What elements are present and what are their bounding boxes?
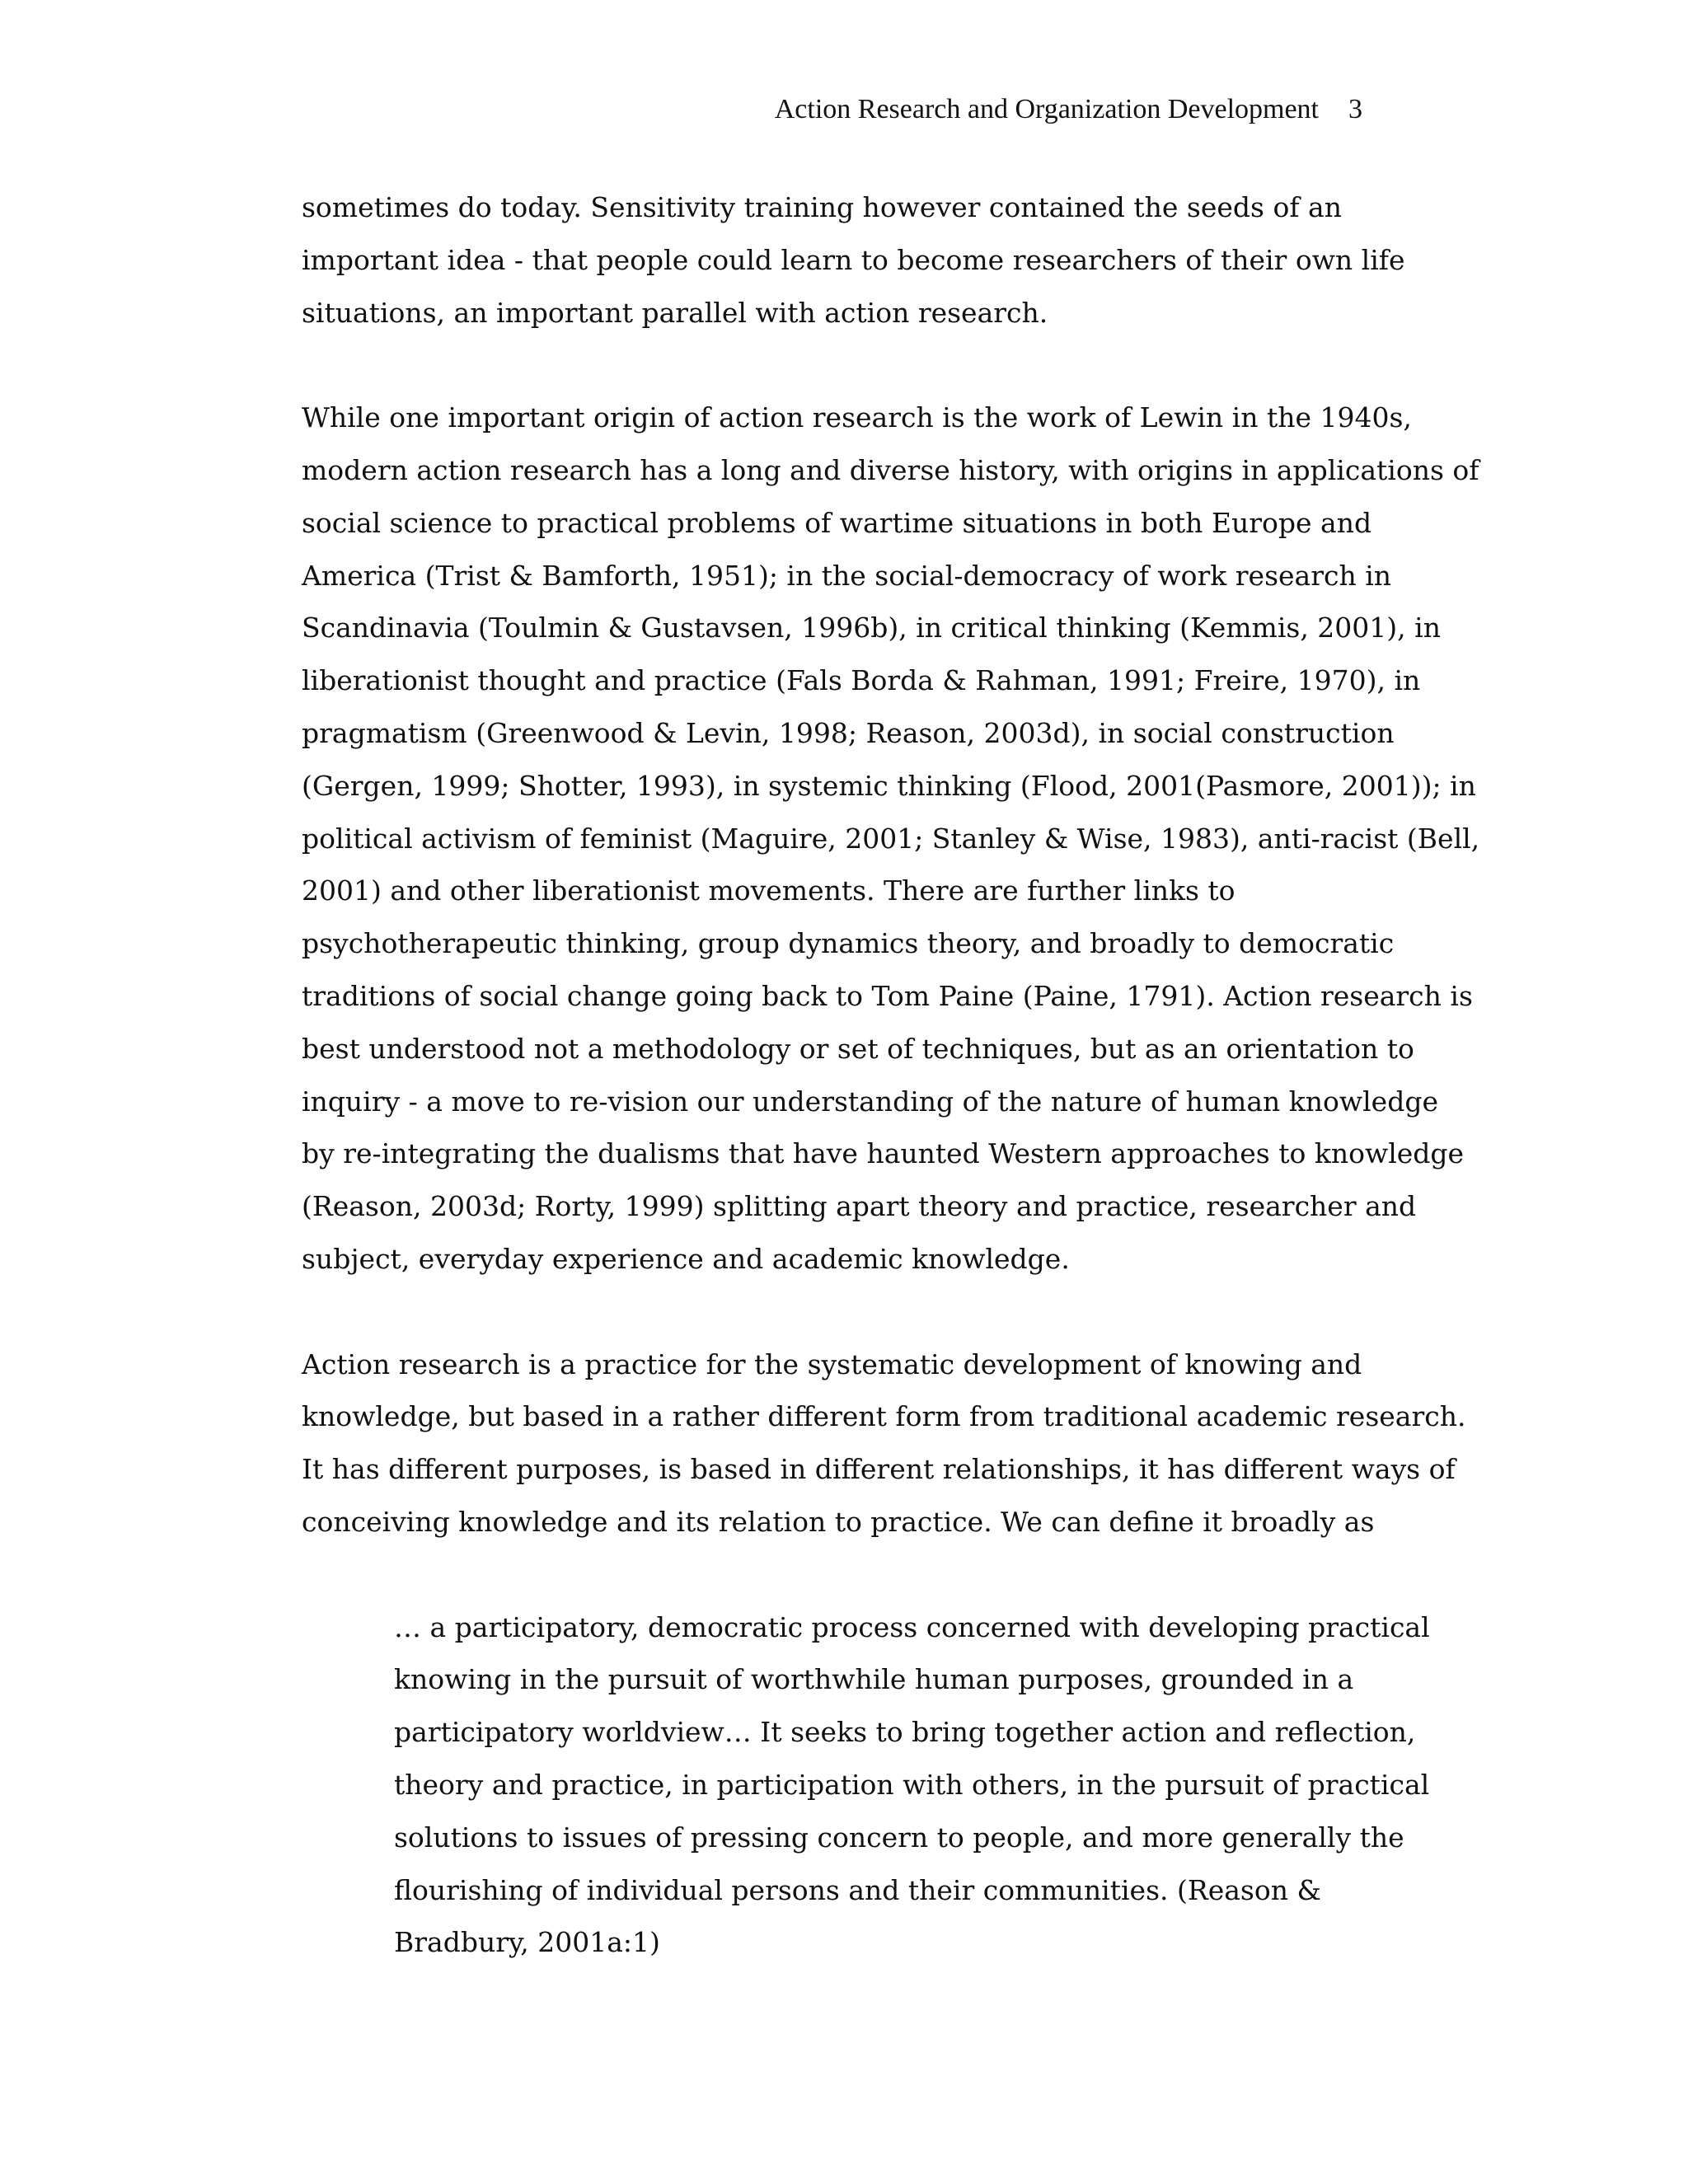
paragraph-spacer	[302, 1286, 1381, 1338]
text-line: subject, everyday experience and academic knowledge.	[302, 1242, 1070, 1275]
text-line: modern action research has a long and diverse history, with origins in applications of	[302, 453, 1479, 486]
quote-line: participatory worldview… It seeks to bring together action and reflection,	[394, 1716, 1416, 1749]
text-line: Action research is a practice for the systematic development of knowing and	[302, 1347, 1362, 1380]
block-quote-definition	[394, 1601, 1430, 1970]
text-line: best understood not a methodology or set of techniques, but as an orientation to	[302, 1032, 1414, 1065]
paragraph-definition-intro	[302, 1338, 1466, 1549]
paragraph-spacer	[302, 1549, 1381, 1601]
text-line: sometimes do today. Sensitivity training however contained the seeds of an	[302, 191, 1342, 223]
text-line: situations, an important parallel with action research.	[302, 296, 1048, 329]
running-title: Action Research and Organization Development	[774, 94, 1319, 124]
text-line: 2001) and other liberationist movements. There are further links to	[302, 874, 1236, 907]
quote-line: solutions to issues of pressing concern to people, and more generally the	[394, 1821, 1404, 1854]
text-line: inquiry - a move to re-vision our understanding of the nature of human knowledge	[302, 1085, 1438, 1118]
quote-line: flourishing of individual persons and their communities. (Reason &	[394, 1873, 1321, 1906]
paragraph-sensitivity-training	[302, 181, 1405, 339]
quote-line: … a participatory, democratic process concerned with developing practical	[394, 1610, 1430, 1643]
text-line: (Reason, 2003d; Rorty, 1999) splitting apart theory and practice, researcher and	[302, 1190, 1417, 1223]
quote-line: Bradbury, 2001a:1)	[394, 1926, 660, 1959]
running-header	[775, 89, 1362, 130]
text-line: liberationist thought and practice (Fals Borda & Rahman, 1991; Freire, 1970), in	[302, 664, 1421, 697]
document-body	[302, 181, 1480, 1969]
page-number: 3	[1348, 94, 1362, 124]
text-line: (Gergen, 1999; Shotter, 1993), in systemic thinking (Flood, 2001(Pasmore, 2001)); in	[302, 769, 1476, 802]
text-line: by re-integrating the dualisms that have haunted Western approaches to knowledge	[302, 1137, 1465, 1170]
quote-line: knowing in the pursuit of worthwhile human purposes, grounded in a	[394, 1663, 1354, 1696]
text-line: It has different purposes, is based in different relationships, it has different ways of	[302, 1453, 1456, 1486]
text-line: important idea - that people could learn to become researchers of their own life	[302, 243, 1405, 276]
text-line: conceiving knowledge and its relation to practice. We can define it broadly as	[302, 1505, 1375, 1538]
text-line: pragmatism (Greenwood & Levin, 1998; Reason, 2003d), in social construction	[302, 716, 1395, 749]
text-line: While one important origin of action research is the work of Lewin in the 1940s,	[302, 401, 1412, 434]
text-line: traditions of social change going back to Tom Paine (Paine, 1791). Action research is	[302, 979, 1473, 1012]
paragraph-origins	[302, 391, 1480, 1286]
paragraph-spacer	[302, 339, 1381, 391]
quote-line: theory and practice, in participation with others, in the pursuit of practical	[394, 1768, 1430, 1801]
text-line: knowledge, but based in a rather different form from traditional academic research.	[302, 1400, 1466, 1433]
text-line: psychotherapeutic thinking, group dynamics theory, and broadly to democratic	[302, 927, 1395, 960]
text-line: Scandinavia (Toulmin & Gustavsen, 1996b), in critical thinking (Kemmis, 2001), in	[302, 612, 1441, 644]
text-line: political activism of feminist (Maguire, 2001; Stanley & Wise, 1983), anti-racist (Bell,	[302, 822, 1480, 855]
text-line: social science to practical problems of wartime situations in both Europe and	[302, 506, 1372, 539]
text-line: America (Trist & Bamforth, 1951); in the social-democracy of work research in	[302, 559, 1392, 592]
